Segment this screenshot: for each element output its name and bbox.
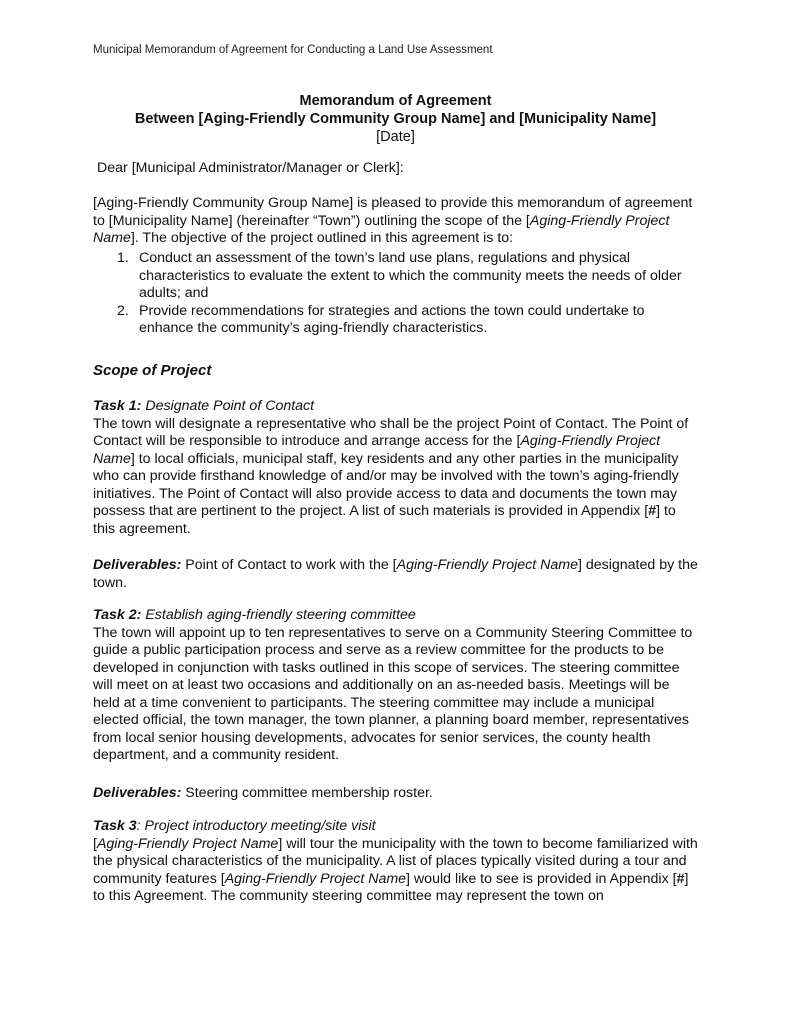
list-item — [93, 303, 698, 338]
task1-label: Task 1: — [93, 398, 142, 414]
deliverables-text-1: Point of Contact to work with the [ — [181, 557, 397, 573]
title-line-2: Between [Aging-Friendly Community Group Name] and [Municipality Name] — [134, 111, 657, 127]
deliverables-text-2: ] designated by the town. — [93, 557, 698, 591]
task1-heading — [93, 398, 698, 416]
title-line-1: Memorandum of Agreement — [299, 93, 492, 109]
task1-title: Designate Point of Contact — [141, 398, 315, 414]
task3-appendix-num: # — [676, 870, 685, 887]
task3-label: Task 3 — [93, 818, 137, 834]
task3-project-name-1: Aging-Friendly Project Name — [96, 835, 279, 852]
task3-section — [93, 818, 698, 906]
task2-body: The town will appoint up to ten representatives to serve on a Community Steering Committee to guide a public participation process and serve as a review committee for the products to be developed in conjunction with tasks outlined in this scope of services. The steering committee will meet on at least two occasions and additionally on an as-needed basis. Meetings will be held at a time convenient to participants. The steering committee may include a municipal elected official, the town manager, the town planner, a planning board member, representatives from local senior housing developments, advocates for senior services, the county health department, and a community resident. — [93, 624, 693, 763]
task2-heading — [93, 607, 698, 625]
list-text: Provide recommendations for strategies and actions the town could undertake to enhance the community’s aging-friendly characteristics. — [139, 302, 645, 336]
task1-appendix-num: # — [648, 503, 657, 519]
task1-text-2: ] to local officials, municipal staff, key residents and any other parties in the municipality who can provide firsthand knowledge of and/or may be involved with the town’s aging-friendly initiatives. The Point of Contact will also provide access to data and documents the town may possess that are pertinent to the project. A list of such materials is provided in Appendix [ — [93, 450, 679, 519]
list-number: 1. — [117, 250, 129, 266]
task3-text-3: ] to this Agreement. The community steering committee may represent the town on — [93, 870, 689, 904]
task3-title: : Project introductory meeting/site visit — [136, 818, 376, 834]
intro-paragraph — [93, 195, 698, 248]
list-item — [93, 250, 698, 303]
intro-project-name: Aging-Friendly Project Name — [93, 212, 670, 246]
scope-heading: Scope of Project — [93, 362, 212, 379]
task2-title: Establish aging-friendly steering committee — [141, 607, 416, 623]
task3-body — [93, 836, 698, 906]
deliverables-text: Steering committee membership roster. — [181, 785, 433, 801]
task3-bracket: [ — [93, 835, 97, 852]
salutation: Dear [Municipal Administrator/Manager or Clerk]: — [97, 160, 404, 176]
title-block — [93, 92, 698, 146]
task1-text-3: ] to this agreement. — [93, 503, 676, 537]
objectives-list — [93, 250, 698, 338]
title-date: [Date] — [376, 129, 415, 145]
task3-text-1: ] will tour the municipality with the town to become familiarized with the physical characteristics of the municipality. A list of places typically visited during a tour and community features [ — [93, 835, 698, 887]
task3-project-name-2: Aging-Friendly Project Name — [224, 870, 407, 887]
task1-section — [93, 398, 698, 538]
intro-text-2: ]. The objective of the project outlined in this agreement is to: — [130, 230, 514, 246]
task1-text-1: The town will designate a representative who shall be the project Point of Contact. The Point of Contact will be responsible to introduce and arrange access for the [ — [93, 415, 689, 449]
task1-body — [93, 416, 698, 539]
task2-deliverables — [93, 785, 698, 803]
deliverables-label: Deliverables: — [93, 557, 182, 573]
intro-text-1: [Aging-Friendly Community Group Name] is pleased to provide this memorandum of agreement to [Municipality Name] (hereinafter “Town”) outlining the scope of the [ — [93, 195, 693, 229]
list-number: 2. — [117, 302, 129, 319]
task1-project-name: Aging-Friendly Project Name — [93, 433, 661, 467]
task1-deliverables — [93, 557, 698, 592]
task3-heading — [93, 818, 698, 836]
list-text: Conduct an assessment of the town’s land use plans, regulations and physical characteristics to evaluate the extent to which the community meets the needs of older adults; and — [139, 250, 682, 301]
deliverables-project-name: Aging-Friendly Project Name — [396, 557, 578, 573]
task2-section — [93, 607, 698, 765]
task2-label: Task 2: — [93, 607, 142, 623]
deliverables-label: Deliverables: — [93, 785, 182, 801]
running-header: Municipal Memorandum of Agreement for Conducting a Land Use Assessment — [93, 44, 493, 56]
task3-text-2: ] would like to see is provided in Appendix [ — [406, 870, 677, 887]
